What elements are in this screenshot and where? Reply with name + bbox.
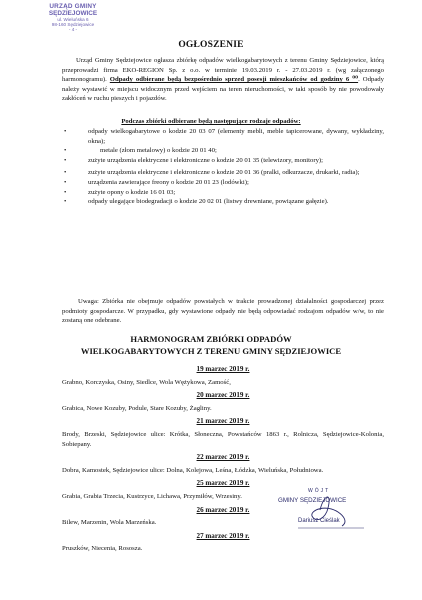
stamp-line-5: - 4 - xyxy=(68,27,78,33)
schedule-heading xyxy=(0,334,422,357)
bullet-icon: • xyxy=(64,178,67,186)
schedule-heading-line-1: HARMONOGRAM ZBIÓRKI ODPADÓW xyxy=(130,334,292,344)
bullet-icon: • xyxy=(64,147,67,155)
schedule-date: 19 marzec 2019 r. xyxy=(196,365,250,373)
stamp-office: GMINY SĘDZIEJOWICE xyxy=(278,497,347,504)
bullet-icon: • xyxy=(64,198,67,206)
stamp-line-4: 98-160 Sędziejowice xyxy=(51,22,95,28)
schedule-date: 20 marzec 2019 r. xyxy=(196,391,250,400)
stamp-line-2: SĘDZIEJOWICE xyxy=(48,10,98,18)
document-title: OGŁOSZENIE xyxy=(178,40,244,50)
schedule-date: 26 marzec 2019 r. xyxy=(196,505,250,514)
schedule-towns: Grabica, Nowe Kozuby, Podule, Stare Kozuby, Żagliny. xyxy=(62,404,212,412)
intro-pickup-note: Odpady odbierane będą bezpośrednio sprzed posesji mieszkańców od godziny 6 ⁰⁰ xyxy=(109,76,359,84)
schedule-towns: Grabno, Korczyska, Osiny, Siedlce, Wola Wężykowa, Zamość, xyxy=(62,378,231,386)
schedule-date: 21 marzec 2019 r. xyxy=(196,417,250,426)
waste-types-list xyxy=(62,127,384,207)
intro-text-1: Urząd Gminy Sędziejowice ogłasza zbiórkę odpadów wielkogabarytowych z terenu Gminy Sędziejowice, którą przeprowadzi firma EKO-REGION Sp. z o.o. w terminie 19.03.2019 r. - 27.03.2019 r. (wg załączonego harmonogramu). xyxy=(62,57,384,84)
schedule-towns: Dobra, Kamostek, Sędziejowice ulice: Dolna, Kolejowa, Leśna, Łódzka, Wieluńska, Południowa. xyxy=(62,466,324,474)
schedule-heading-line-2: WIELKOGABARYTOWYCH Z TERENU GMINY SĘDZIEJOWICE xyxy=(80,345,342,356)
waste-types-heading: Podczas zbiórki odbierane będą następujące rodzaje odpadów: xyxy=(121,118,301,125)
list-item: • zużyte opony o kodzie 16 01 03; xyxy=(64,188,176,196)
schedule-towns: Brody, Brzeski, Sędziejowice ulice: Krótka, Słoneczna, Powstańców 1863 r., Rolnicza, Sędziejowice-Kolonia, Sobiepany. xyxy=(62,430,384,448)
schedule-date: 27 marzec 2019 r. xyxy=(196,531,250,540)
bullet-icon: • xyxy=(64,128,67,135)
stamp-line-3: ul. Wieluńska 6 xyxy=(57,17,89,23)
schedule-towns: Bilew, Marzenin, Wola Marzeńska. xyxy=(62,519,157,527)
list-item: • metale (złom metalowy) o kodzie 20 01 40; xyxy=(64,147,217,155)
office-stamp xyxy=(44,3,102,32)
intro-text-2: . Odpady należy wystawić w miejscu widocznym przed wejściem na teren nieruchomości, w taki sposób by nie powodowały zakłóceń w ruchu pieszych i pojazdów. xyxy=(62,76,384,103)
bullet-icon: • xyxy=(64,188,67,196)
list-item: • urządzenia zawierające freony o kodzie 20 01 23 (lodówki); xyxy=(64,178,249,186)
list-item: • odpady ulegające biodegradacji o kodzie 20 02 01 (listwy drewniane, powiązane gałęzie). xyxy=(64,198,329,206)
stamp-line-1: URZĄD GMINY xyxy=(49,3,97,10)
list-item: • odpady wielkogabarytowe o kodzie 20 03 07 (elementy mebli, meble tapicerowane, dywany, wykładziny, okna); xyxy=(64,128,384,145)
list-item: • zużyte urządzenia elektryczne i elektroniczne o kodzie 20 01 36 (pralki, odkurzacze, drukarki, radia); xyxy=(64,169,360,177)
schedule-date: 22 marzec 2019 r. xyxy=(196,453,250,462)
signature-scribble-icon xyxy=(268,488,378,532)
schedule-date: 25 marzec 2019 r. xyxy=(196,479,250,488)
list-item: • zużyte urządzenia elektryczne i elektroniczne o kodzie 20 01 35 (telewizory, monitory); xyxy=(64,156,324,164)
stamp-title: WÓJT xyxy=(308,488,331,494)
bullet-icon: • xyxy=(64,156,67,164)
bullet-icon: • xyxy=(64,169,67,177)
note-paragraph: Uwaga: Zbiórka nie obejmuje odpadów powstałych w trakcie prowadzonej działalności gospodarczej przez podmioty gospodarcze. W przypadku, gdy wystawione odpady nie będą odpowiadać rodzajom odpadów w/w, to nie zostaną one odebrane. xyxy=(62,298,384,325)
mayor-signature-stamp xyxy=(268,488,378,532)
stamp-name: Dariusz Cieślak xyxy=(298,518,340,524)
schedule-towns: Pruszków, Niecenia, Rososza. xyxy=(62,545,143,553)
schedule-towns: Grabia, Grabia Trzecia, Kustrzyce, Lichawa, Przymiłów, Wrzesiny. xyxy=(62,492,242,500)
intro-paragraph xyxy=(62,56,384,104)
